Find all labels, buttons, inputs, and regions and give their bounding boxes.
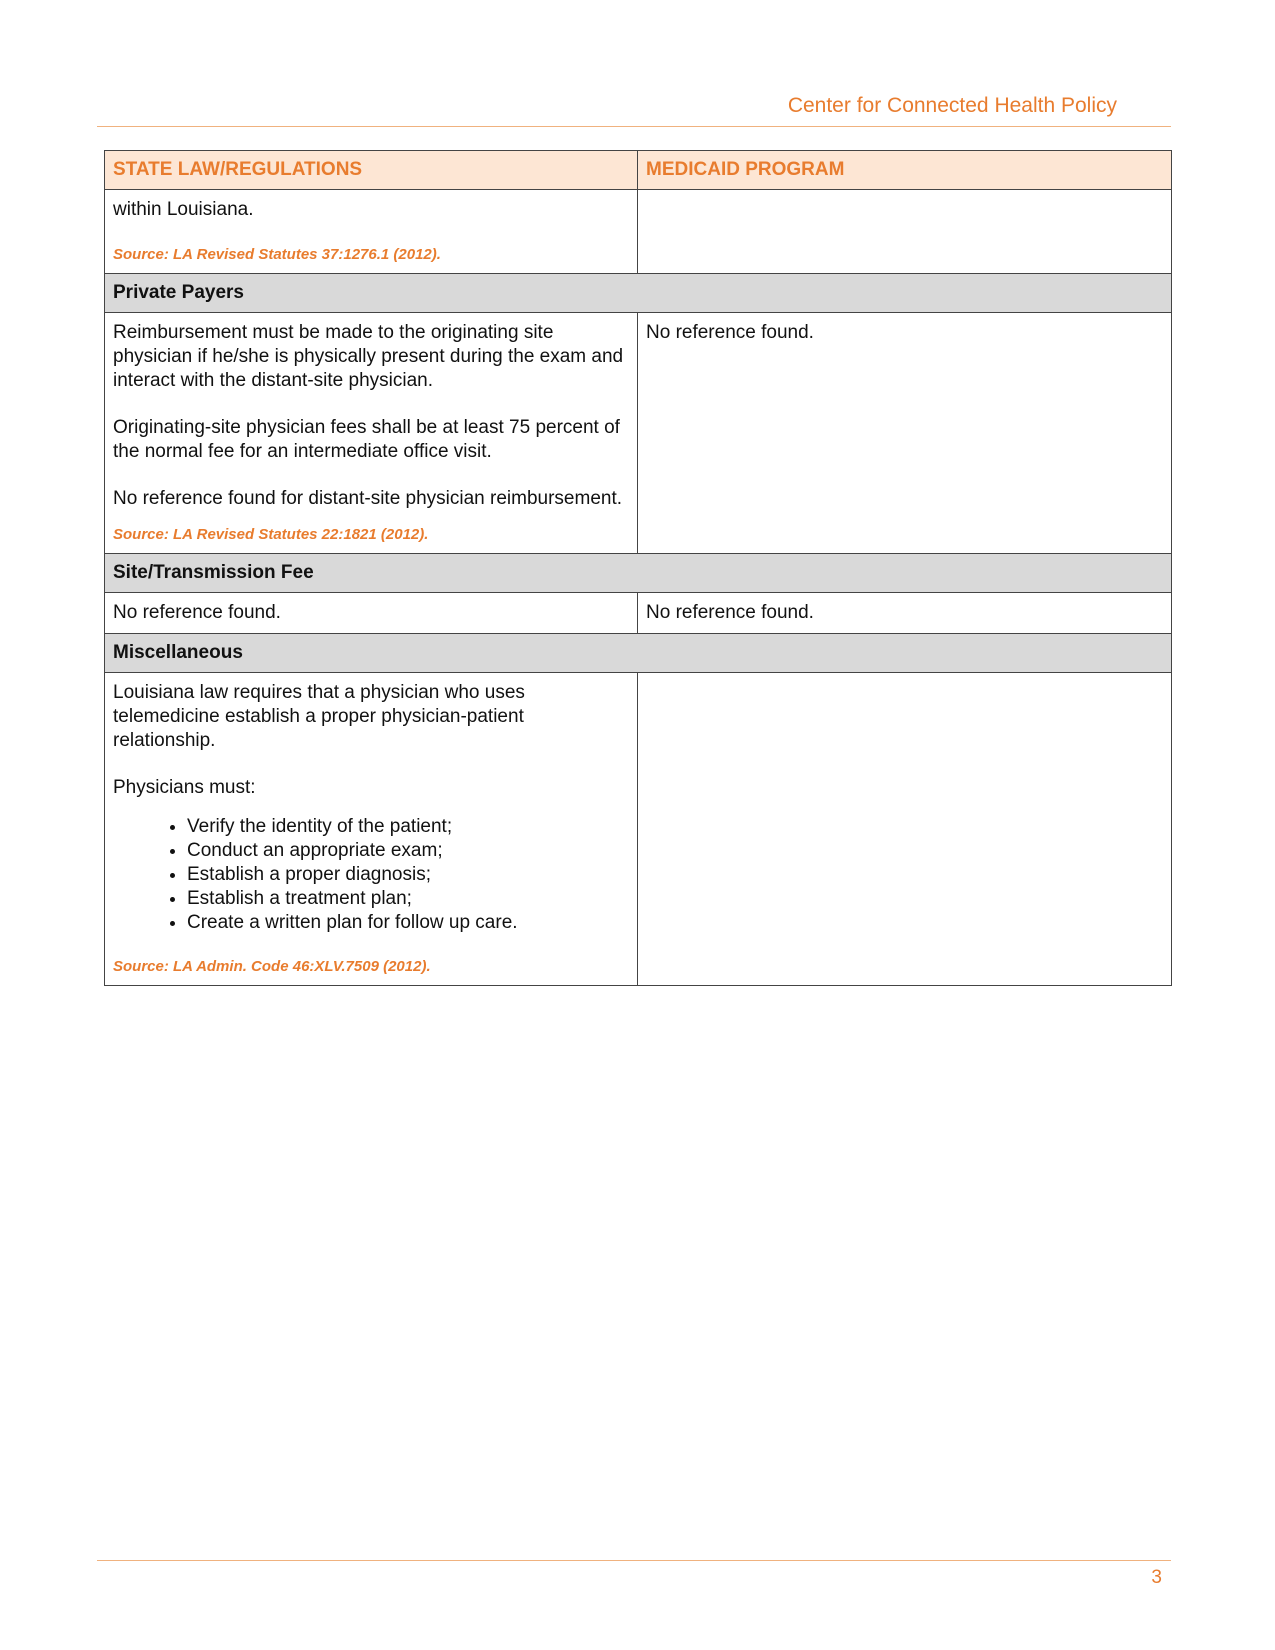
- state-law-cell: [105, 673, 638, 986]
- section-heading: Private Payers: [105, 274, 1172, 313]
- table-row: [105, 673, 1172, 986]
- section-row-miscellaneous: [105, 634, 1172, 673]
- cell-paragraph: No reference found for distant-site physician reimbursement.: [113, 488, 623, 509]
- list-item: • Establish a treatment plan;: [187, 887, 629, 911]
- medicaid-cell: [638, 673, 1172, 986]
- table-header-row: [105, 151, 1172, 190]
- policy-table: [104, 150, 1172, 986]
- table-row: [105, 593, 1172, 634]
- source-citation: Source: LA Revised Statutes 37:1276.1 (2012).: [113, 246, 441, 263]
- running-header-title: Center for Connected Health Policy: [787, 94, 1117, 117]
- column-header-state-law: STATE LAW/REGULATIONS: [105, 151, 638, 190]
- column-header-medicaid: MEDICAID PROGRAM: [638, 151, 1172, 190]
- medicaid-cell: No reference found.: [638, 313, 1172, 554]
- list-item: • Establish a proper diagnosis;: [187, 863, 629, 887]
- state-law-cell: [105, 190, 638, 274]
- cell-paragraph: Reimbursement must be made to the originating site physician if he/she is physically present during the exam and interact with the distant-site physician.: [113, 322, 624, 391]
- page-number: 3: [1151, 1567, 1162, 1588]
- table-row: [105, 190, 1172, 274]
- cell-paragraph: Louisiana law requires that a physician who uses telemedicine establish a proper physician-patient relationship.: [113, 682, 525, 751]
- section-row-site-fee: [105, 554, 1172, 593]
- footer-divider: [97, 1560, 1171, 1561]
- state-law-cell: No reference found.: [105, 593, 638, 634]
- state-law-cell: [105, 313, 638, 554]
- section-row-private-payers: [105, 274, 1172, 313]
- cell-paragraph: Physicians must:: [113, 777, 256, 798]
- source-citation: Source: LA Revised Statutes 22:1821 (2012).: [113, 526, 429, 543]
- medicaid-cell: No reference found.: [638, 593, 1172, 634]
- medicaid-cell: [638, 190, 1172, 274]
- section-heading: Site/Transmission Fee: [105, 554, 1172, 593]
- cell-paragraph: within Louisiana.: [113, 199, 254, 220]
- cell-paragraph: Originating-site physician fees shall be at least 75 percent of the normal fee for an intermediate office visit.: [113, 417, 620, 462]
- requirements-list: [113, 815, 629, 935]
- list-item: • Conduct an appropriate exam;: [187, 839, 629, 863]
- source-citation: Source: LA Admin. Code 46:XLV.7509 (2012).: [113, 958, 431, 975]
- table-row: [105, 313, 1172, 554]
- list-item: • Verify the identity of the patient;: [187, 815, 629, 839]
- header-divider: [97, 126, 1171, 127]
- list-item: • Create a written plan for follow up care.: [187, 911, 629, 935]
- section-heading: Miscellaneous: [105, 634, 1172, 673]
